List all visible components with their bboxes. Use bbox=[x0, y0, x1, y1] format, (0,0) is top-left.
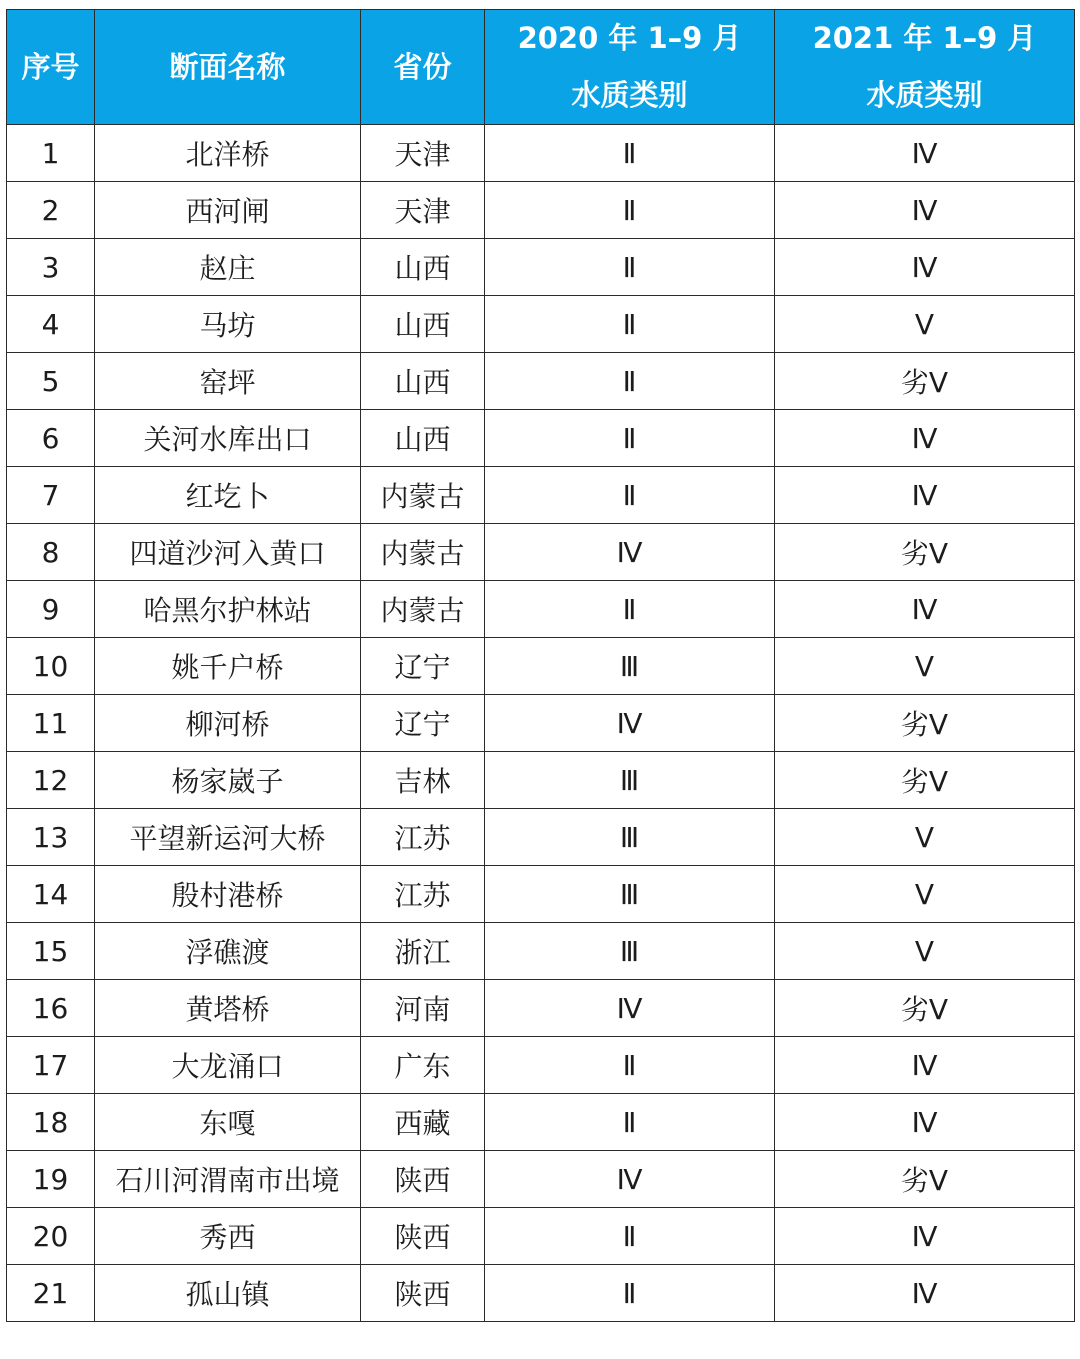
table-row bbox=[7, 1265, 1075, 1322]
cell-quality-2020: Ⅳ bbox=[485, 980, 775, 1037]
table-row bbox=[7, 923, 1075, 980]
cell-quality-2021: Ⅴ bbox=[775, 638, 1075, 695]
header-line: 水质类别 bbox=[571, 78, 688, 112]
cell-quality-2020: Ⅱ bbox=[485, 239, 775, 296]
cell-quality-2020: Ⅲ bbox=[485, 638, 775, 695]
cell-province: 广东 bbox=[361, 1037, 485, 1094]
header-line: 2020 年 1–9 月 bbox=[517, 21, 742, 55]
cell-quality-2020: Ⅱ bbox=[485, 1094, 775, 1151]
cell-section-name: 黄塔桥 bbox=[95, 980, 361, 1037]
cell-quality-2020: Ⅱ bbox=[485, 581, 775, 638]
cell-serial-number: 12 bbox=[7, 752, 95, 809]
cell-quality-2021: 劣Ⅴ bbox=[775, 1151, 1075, 1208]
cell-section-name: 红圪卜 bbox=[95, 467, 361, 524]
table-row bbox=[7, 809, 1075, 866]
cell-quality-2021: 劣Ⅴ bbox=[775, 980, 1075, 1037]
cell-province: 西藏 bbox=[361, 1094, 485, 1151]
cell-quality-2020: Ⅲ bbox=[485, 752, 775, 809]
cell-quality-2020: Ⅲ bbox=[485, 809, 775, 866]
table-row bbox=[7, 353, 1075, 410]
cell-quality-2021: Ⅴ bbox=[775, 296, 1075, 353]
cell-quality-2020: Ⅱ bbox=[485, 1208, 775, 1265]
cell-province: 江苏 bbox=[361, 809, 485, 866]
cell-section-name: 北洋桥 bbox=[95, 125, 361, 182]
cell-serial-number: 7 bbox=[7, 467, 95, 524]
table-row bbox=[7, 1208, 1075, 1265]
cell-serial-number: 16 bbox=[7, 980, 95, 1037]
table-row bbox=[7, 1094, 1075, 1151]
cell-quality-2021: Ⅴ bbox=[775, 866, 1075, 923]
cell-quality-2020: Ⅳ bbox=[485, 524, 775, 581]
cell-serial-number: 10 bbox=[7, 638, 95, 695]
cell-section-name: 柳河桥 bbox=[95, 695, 361, 752]
cell-serial-number: 21 bbox=[7, 1265, 95, 1322]
table-row bbox=[7, 695, 1075, 752]
cell-quality-2021: Ⅳ bbox=[775, 1265, 1075, 1322]
cell-province: 辽宁 bbox=[361, 638, 485, 695]
cell-serial-number: 2 bbox=[7, 182, 95, 239]
cell-quality-2020: Ⅱ bbox=[485, 353, 775, 410]
cell-section-name: 石川河渭南市出境 bbox=[95, 1151, 361, 1208]
cell-section-name: 西河闸 bbox=[95, 182, 361, 239]
cell-quality-2021: Ⅳ bbox=[775, 239, 1075, 296]
cell-section-name: 平望新运河大桥 bbox=[95, 809, 361, 866]
table-row bbox=[7, 866, 1075, 923]
cell-province: 陕西 bbox=[361, 1208, 485, 1265]
cell-quality-2021: Ⅳ bbox=[775, 467, 1075, 524]
water-quality-table bbox=[6, 9, 1075, 1322]
table-row bbox=[7, 980, 1075, 1037]
cell-serial-number: 8 bbox=[7, 524, 95, 581]
table-row bbox=[7, 638, 1075, 695]
cell-province: 山西 bbox=[361, 410, 485, 467]
cell-province: 陕西 bbox=[361, 1265, 485, 1322]
header-line: 断面名称 bbox=[169, 49, 286, 84]
cell-quality-2020: Ⅱ bbox=[485, 182, 775, 239]
header-quality-2020 bbox=[485, 10, 775, 125]
cell-quality-2020: Ⅱ bbox=[485, 467, 775, 524]
table-row bbox=[7, 752, 1075, 809]
cell-section-name: 赵庄 bbox=[95, 239, 361, 296]
cell-section-name: 浮礁渡 bbox=[95, 923, 361, 980]
cell-quality-2020: Ⅱ bbox=[485, 410, 775, 467]
cell-section-name: 大龙涌口 bbox=[95, 1037, 361, 1094]
cell-serial-number: 3 bbox=[7, 239, 95, 296]
cell-province: 内蒙古 bbox=[361, 467, 485, 524]
header-line: 序号 bbox=[21, 49, 80, 84]
cell-province: 山西 bbox=[361, 353, 485, 410]
cell-quality-2021: Ⅳ bbox=[775, 182, 1075, 239]
cell-quality-2021: Ⅳ bbox=[775, 410, 1075, 467]
header-quality-2021 bbox=[775, 10, 1075, 125]
cell-quality-2021: Ⅳ bbox=[775, 1037, 1075, 1094]
cell-serial-number: 18 bbox=[7, 1094, 95, 1151]
cell-serial-number: 17 bbox=[7, 1037, 95, 1094]
cell-quality-2021: Ⅳ bbox=[775, 581, 1075, 638]
cell-section-name: 哈黑尔护林站 bbox=[95, 581, 361, 638]
table-row bbox=[7, 581, 1075, 638]
cell-quality-2021: Ⅳ bbox=[775, 1094, 1075, 1151]
cell-province: 陕西 bbox=[361, 1151, 485, 1208]
cell-quality-2021: 劣Ⅴ bbox=[775, 752, 1075, 809]
cell-province: 天津 bbox=[361, 125, 485, 182]
cell-serial-number: 5 bbox=[7, 353, 95, 410]
cell-serial-number: 4 bbox=[7, 296, 95, 353]
cell-quality-2021: Ⅳ bbox=[775, 125, 1075, 182]
cell-serial-number: 9 bbox=[7, 581, 95, 638]
cell-quality-2021: 劣Ⅴ bbox=[775, 695, 1075, 752]
cell-province: 内蒙古 bbox=[361, 524, 485, 581]
header-line: 水质类别 bbox=[866, 78, 983, 112]
cell-province: 河南 bbox=[361, 980, 485, 1037]
cell-serial-number: 19 bbox=[7, 1151, 95, 1208]
cell-serial-number: 11 bbox=[7, 695, 95, 752]
header-row bbox=[7, 10, 1075, 125]
cell-quality-2020: Ⅱ bbox=[485, 125, 775, 182]
header-line: 省份 bbox=[393, 49, 452, 84]
cell-quality-2020: Ⅱ bbox=[485, 296, 775, 353]
cell-serial-number: 20 bbox=[7, 1208, 95, 1265]
table-row bbox=[7, 296, 1075, 353]
table-row bbox=[7, 410, 1075, 467]
cell-province: 山西 bbox=[361, 296, 485, 353]
cell-quality-2021: 劣Ⅴ bbox=[775, 524, 1075, 581]
cell-serial-number: 6 bbox=[7, 410, 95, 467]
table-row bbox=[7, 182, 1075, 239]
cell-section-name: 姚千户桥 bbox=[95, 638, 361, 695]
cell-province: 吉林 bbox=[361, 752, 485, 809]
cell-quality-2020: Ⅱ bbox=[485, 1265, 775, 1322]
cell-quality-2020: Ⅳ bbox=[485, 1151, 775, 1208]
cell-section-name: 关河水库出口 bbox=[95, 410, 361, 467]
cell-quality-2021: Ⅴ bbox=[775, 809, 1075, 866]
table-row bbox=[7, 239, 1075, 296]
cell-section-name: 殷村港桥 bbox=[95, 866, 361, 923]
table-body bbox=[7, 125, 1075, 1322]
cell-section-name: 窑坪 bbox=[95, 353, 361, 410]
cell-quality-2020: Ⅱ bbox=[485, 1037, 775, 1094]
cell-serial-number: 1 bbox=[7, 125, 95, 182]
cell-quality-2020: Ⅲ bbox=[485, 866, 775, 923]
header-province bbox=[361, 10, 485, 125]
cell-quality-2021: Ⅴ bbox=[775, 923, 1075, 980]
cell-province: 内蒙古 bbox=[361, 581, 485, 638]
cell-quality-2021: Ⅳ bbox=[775, 1208, 1075, 1265]
cell-serial-number: 14 bbox=[7, 866, 95, 923]
table-row bbox=[7, 1037, 1075, 1094]
cell-section-name: 四道沙河入黄口 bbox=[95, 524, 361, 581]
cell-quality-2021: 劣Ⅴ bbox=[775, 353, 1075, 410]
header-serial-number bbox=[7, 10, 95, 125]
cell-serial-number: 13 bbox=[7, 809, 95, 866]
cell-section-name: 马坊 bbox=[95, 296, 361, 353]
cell-province: 山西 bbox=[361, 239, 485, 296]
table-row bbox=[7, 1151, 1075, 1208]
cell-province: 江苏 bbox=[361, 866, 485, 923]
cell-section-name: 孤山镇 bbox=[95, 1265, 361, 1322]
cell-serial-number: 15 bbox=[7, 923, 95, 980]
cell-section-name: 杨家崴子 bbox=[95, 752, 361, 809]
cell-quality-2020: Ⅳ bbox=[485, 695, 775, 752]
cell-province: 辽宁 bbox=[361, 695, 485, 752]
cell-section-name: 东嘎 bbox=[95, 1094, 361, 1151]
table-row bbox=[7, 467, 1075, 524]
cell-province: 浙江 bbox=[361, 923, 485, 980]
table-row bbox=[7, 125, 1075, 182]
cell-quality-2020: Ⅲ bbox=[485, 923, 775, 980]
cell-province: 天津 bbox=[361, 182, 485, 239]
header-line: 2021 年 1–9 月 bbox=[812, 21, 1037, 55]
cell-section-name: 秀西 bbox=[95, 1208, 361, 1265]
table-row bbox=[7, 524, 1075, 581]
header-section-name bbox=[95, 10, 361, 125]
